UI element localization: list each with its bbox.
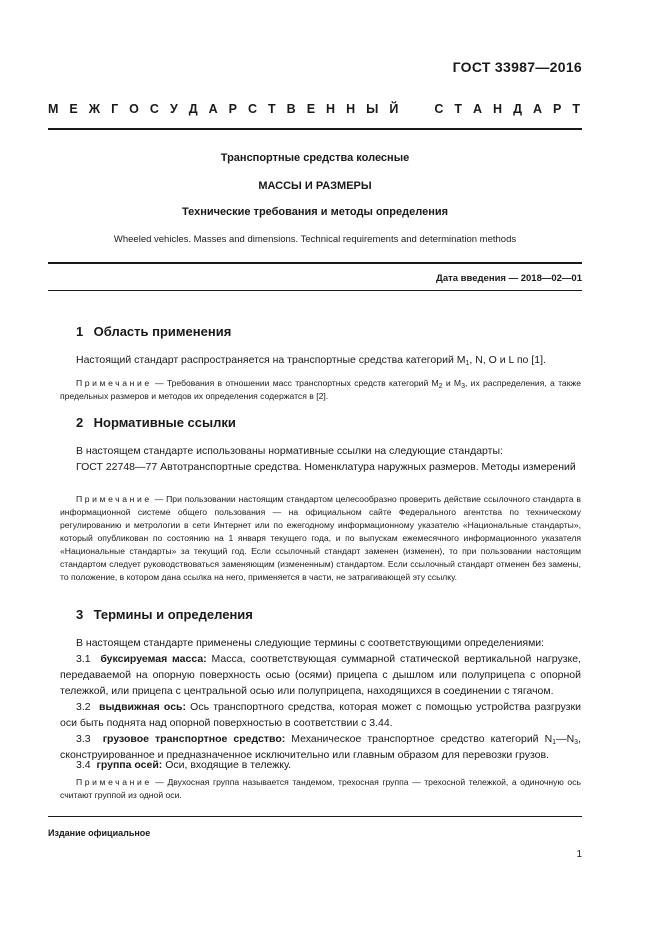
- section-1-number: 1: [76, 324, 84, 339]
- banner-letter: Г: [111, 102, 119, 116]
- date-divider: [48, 290, 582, 291]
- banner-letter: Ы: [366, 102, 379, 116]
- term-3-3-number: 3.3: [76, 733, 91, 745]
- title-divider: [48, 262, 582, 264]
- s1-para-text-a: Настоящий стандарт распространяется на транспортные средства категорий M: [76, 354, 466, 366]
- s2-note-label: Примечание: [76, 494, 152, 504]
- edition-label: Издание официальное: [48, 828, 151, 838]
- term-3-2-term: выдвижная ось:: [98, 701, 186, 713]
- banner-letter: С: [149, 102, 159, 116]
- section-3-title: Термины и определения: [93, 607, 253, 622]
- banner-letter: М: [48, 102, 59, 116]
- s1-note-text-a: — Требования в отношении масс транспортных средств категорий M: [151, 378, 439, 388]
- title-name: Транспортные средства колесные: [220, 152, 410, 164]
- banner-letter: Е: [306, 102, 316, 116]
- term-3-1: [60, 651, 581, 699]
- s1-note-label: Примечание: [76, 378, 152, 388]
- banner-gap: [409, 102, 423, 116]
- s2-note-text: — При пользовании настоящим стандартом целесообразно проверить действие ссылочного стандарта в информационной системе общего пользования — на официальном сайте Федерального агентства по техническому регулированию и метрологии в сети Интернет или по ежегодному информационному указателю «Национальные стандарты», который опубликован по состоянию на 1 января текущего года, и по выпускам ежемесячного информационного указателя «Национальные стандарты» за текущий год. Если ссылочный стандарт заменен (изменен), то при пользовании настоящим стандартом следует руководствоваться заменяющим (измененным) стандартом. Если ссылочный стандарт отменен без замены, то положение, в котором дана ссылка на него, применяется в части, не затрагивающей эту ссылку.: [60, 494, 581, 582]
- section-1-paragraph: [60, 352, 581, 368]
- banner-letter: Р: [228, 102, 237, 116]
- term-3-4-number: 3.4: [76, 759, 91, 771]
- banner-letter: Н: [326, 102, 336, 116]
- introduction-date: Дата введения — 2018—02—01: [436, 273, 582, 284]
- footer-divider: [48, 816, 582, 817]
- term-3-1-term: буксируемая масса:: [100, 653, 207, 665]
- interstate-standard-banner: [48, 102, 580, 116]
- banner-letter: О: [129, 102, 139, 116]
- banner-letter: Ж: [88, 102, 101, 116]
- banner-letter: Д: [188, 102, 198, 116]
- banner-letter: В: [286, 102, 296, 116]
- s3-note-label: Примечание: [76, 777, 152, 787]
- title-english: Wheeled vehicles. Masses and dimensions. Technical requirements and determination methods: [113, 234, 517, 245]
- s1-para-subscript: 1: [465, 360, 470, 367]
- term-3-3-term: грузовое транспортное средство:: [102, 733, 286, 745]
- banner-letter: А: [473, 102, 483, 116]
- term-3-3-definition-mid: —N: [556, 733, 575, 745]
- page-number: 1: [576, 849, 582, 860]
- section-1-title: Область применения: [93, 324, 232, 339]
- term-3-1-definition: Масса, соответствующая суммарной статической вертикальной нагрузке, передаваемой на опорную поверхность осью (осями) прицепа с дышлом или полуприцепа с опорной тележкой, или прицепа с центральной осью или полуприцепа, находящихся в соединении с тягачом.: [60, 653, 581, 697]
- section-3-number: 3: [76, 607, 84, 622]
- section-1-note: [60, 377, 581, 403]
- banner-letter: Т: [572, 102, 580, 116]
- banner-letter: А: [208, 102, 218, 116]
- section-2-paragraph-1: В настоящем стандарте использованы нормативные ссылки на следующие стандарты:: [76, 445, 503, 457]
- term-3-1-number: 3.1: [76, 653, 91, 665]
- banner-letter: Н: [493, 102, 503, 116]
- banner-letter: С: [434, 102, 444, 116]
- term-3-3-sub1: 1: [552, 739, 557, 746]
- section-3-heading: [76, 607, 253, 622]
- term-3-3-definition-a: Механическое транспортное средство категорий N: [285, 733, 553, 745]
- section-3-intro: В настоящем стандарте применены следующие термины с соответствующими определениями:: [76, 637, 545, 649]
- term-3-2: [60, 699, 581, 731]
- term-3-3-definition-b: , сконструированное и предназначенное исключительно или главным образом для перевозки грузов.: [60, 733, 581, 761]
- standard-number: ГОСТ 33987—2016: [452, 59, 582, 75]
- s1-note-mid: и M: [442, 378, 462, 388]
- s1-note-text-b: , их распределения, а также предельных размеров и методов их определения содержатся в [2].: [60, 378, 581, 401]
- term-3-4: [60, 757, 581, 773]
- term-3-2-definition: Ось транспортного средства, которая может с помощью устройства разгрузки оси быть поднята над опорной поверхностью в соответствии с 3.44.: [60, 701, 581, 729]
- term-3-3-sub2: 3: [574, 739, 579, 746]
- banner-letter: Й: [389, 102, 399, 116]
- section-2-paragraph-2: ГОСТ 22748—77 Автотранспортные средства. Номенклатура наружных размеров. Методы измерений: [76, 461, 576, 473]
- s1-note-sub2: 3: [461, 383, 465, 390]
- banner-letter: Н: [346, 102, 356, 116]
- banner-letter: Р: [553, 102, 562, 116]
- term-3-2-number: 3.2: [76, 701, 91, 713]
- title-subtitle: Технические требования и методы определения: [181, 206, 449, 218]
- section-3-note: [60, 776, 581, 802]
- section-1-heading: [76, 324, 231, 339]
- s3-note-text: — Двухосная группа называется тандемом, трехосная группа — трехосной тележкой, а одиночную ось считают группой из одной оси.: [60, 777, 581, 800]
- banner-letter: С: [248, 102, 258, 116]
- banner-letter: Д: [513, 102, 522, 116]
- section-2-note: [60, 493, 581, 584]
- term-3-4-definition: Оси, входящие в тележку.: [162, 759, 292, 771]
- term-3-4-term: группа осей:: [96, 759, 163, 771]
- banner-letter: Т: [268, 102, 276, 116]
- banner-letter: Е: [69, 102, 78, 116]
- banner-letter: Т: [454, 102, 463, 116]
- section-2-title: Нормативные ссылки: [93, 415, 236, 430]
- title-caps: МАССЫ И РАЗМЕРЫ: [258, 180, 372, 192]
- section-2-number: 2: [76, 415, 84, 430]
- banner-letter: У: [169, 102, 178, 116]
- s1-note-sub1: 2: [438, 383, 443, 390]
- section-2-heading: [76, 415, 236, 430]
- top-divider: [48, 128, 582, 130]
- s1-para-text-b: , N, O и L по [1].: [469, 354, 546, 366]
- banner-letter: А: [532, 102, 543, 116]
